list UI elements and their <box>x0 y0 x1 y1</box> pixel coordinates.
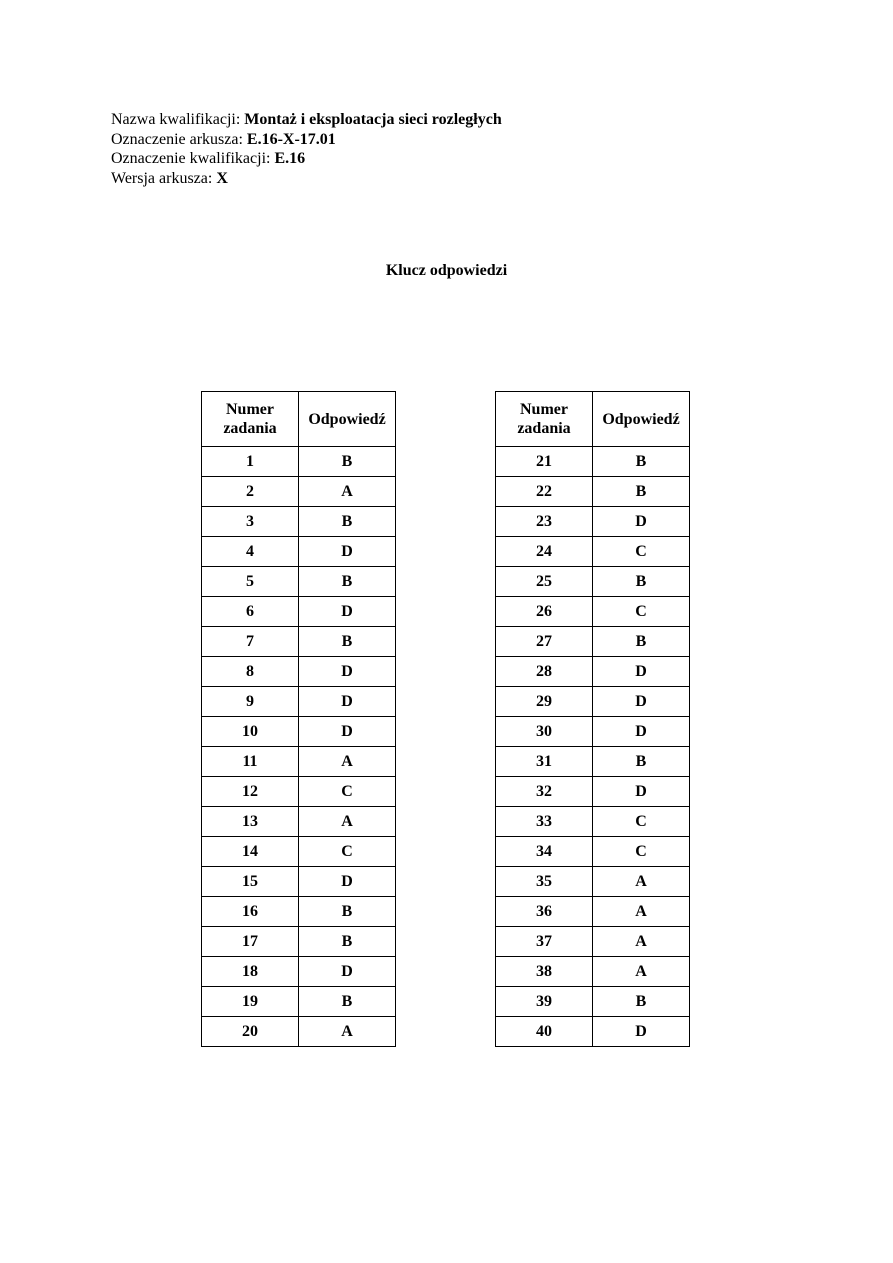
answer-letter: D <box>299 597 396 627</box>
column-header-number <box>202 392 299 447</box>
answer-letter: B <box>299 987 396 1017</box>
answer-letter: B <box>593 567 690 597</box>
question-number: 3 <box>202 507 299 537</box>
answer-rows-right <box>496 447 690 1047</box>
question-number: 35 <box>496 867 593 897</box>
answer-letter: D <box>299 717 396 747</box>
question-number: 38 <box>496 957 593 987</box>
question-number: 18 <box>202 957 299 987</box>
question-number: 17 <box>202 927 299 957</box>
table-row <box>202 477 396 507</box>
table-row <box>496 747 690 777</box>
answer-letter: A <box>299 747 396 777</box>
sheet-code-value: E.16-X-17.01 <box>246 130 336 148</box>
table-row <box>496 1017 690 1047</box>
table-row <box>202 597 396 627</box>
question-number: 27 <box>496 627 593 657</box>
answer-letter: C <box>593 837 690 867</box>
question-number: 26 <box>496 597 593 627</box>
answer-rows-left <box>202 447 396 1047</box>
table-row <box>202 507 396 537</box>
qualification-name-value: Montaż i eksploatacja sieci rozległych <box>244 111 502 128</box>
question-number: 21 <box>496 447 593 477</box>
table-row <box>202 927 396 957</box>
column-header-answer: Odpowiedź <box>593 392 690 447</box>
answer-letter: C <box>593 537 690 567</box>
answer-letter: A <box>593 867 690 897</box>
version-value: X <box>216 169 228 187</box>
answer-letter: B <box>299 567 396 597</box>
question-number: 29 <box>496 687 593 717</box>
answer-letter: D <box>593 777 690 807</box>
table-row <box>202 657 396 687</box>
table-row <box>202 717 396 747</box>
qualification-name-row <box>111 110 502 130</box>
table-row <box>202 537 396 567</box>
question-number: 25 <box>496 567 593 597</box>
answer-table-left <box>201 391 396 1047</box>
answer-letter: D <box>593 657 690 687</box>
question-number: 36 <box>496 897 593 927</box>
answer-letter: D <box>593 507 690 537</box>
table-row <box>202 567 396 597</box>
question-number: 11 <box>202 747 299 777</box>
question-number: 7 <box>202 627 299 657</box>
table-row <box>496 627 690 657</box>
answer-letter: B <box>299 897 396 927</box>
answer-letter: A <box>593 927 690 957</box>
table-row <box>202 747 396 777</box>
qualification-name-label: Nazwa kwalifikacji: <box>111 111 245 128</box>
question-number: 15 <box>202 867 299 897</box>
column-header-number <box>496 392 593 447</box>
question-number: 8 <box>202 657 299 687</box>
table-row <box>496 537 690 567</box>
answer-letter: A <box>593 957 690 987</box>
table-row <box>496 657 690 687</box>
table-row <box>496 507 690 537</box>
question-number: 10 <box>202 717 299 747</box>
answer-letter: B <box>593 987 690 1017</box>
table-row <box>202 837 396 867</box>
question-number: 37 <box>496 927 593 957</box>
column-header-number-line1: Numer <box>226 401 274 418</box>
answer-letter: A <box>593 897 690 927</box>
document-header <box>111 110 502 188</box>
column-header-answer: Odpowiedź <box>299 392 396 447</box>
answer-letter: B <box>593 447 690 477</box>
question-number: 16 <box>202 897 299 927</box>
table-row <box>496 867 690 897</box>
column-header-number-line1: Numer <box>520 401 568 418</box>
answer-letter: D <box>299 867 396 897</box>
question-number: 34 <box>496 837 593 867</box>
answer-table-right <box>495 391 690 1047</box>
sheet-code-label: Oznaczenie arkusza: <box>111 130 247 148</box>
answer-letter: C <box>299 837 396 867</box>
table-row <box>202 897 396 927</box>
table-row <box>496 927 690 957</box>
table-row <box>202 687 396 717</box>
question-number: 9 <box>202 687 299 717</box>
answer-letter: B <box>593 477 690 507</box>
answer-letter: A <box>299 807 396 837</box>
version-label: Wersja arkusza: <box>111 169 217 187</box>
answer-letter: A <box>299 477 396 507</box>
table-row <box>202 987 396 1017</box>
table-row <box>202 447 396 477</box>
table-row <box>496 837 690 867</box>
column-header-number-line2: zadania <box>517 420 571 437</box>
table-row <box>496 447 690 477</box>
question-number: 5 <box>202 567 299 597</box>
page-title: Klucz odpowiedzi <box>385 262 508 279</box>
table-row <box>496 807 690 837</box>
answer-letter: B <box>299 507 396 537</box>
question-number: 39 <box>496 987 593 1017</box>
table-row <box>496 687 690 717</box>
table-row <box>496 597 690 627</box>
table-row <box>496 477 690 507</box>
question-number: 4 <box>202 537 299 567</box>
answer-letter: D <box>593 687 690 717</box>
answer-letter: C <box>299 777 396 807</box>
answer-letter: D <box>299 537 396 567</box>
answer-letter: A <box>299 1017 396 1047</box>
question-number: 13 <box>202 807 299 837</box>
table-row <box>202 867 396 897</box>
question-number: 24 <box>496 537 593 567</box>
question-number: 2 <box>202 477 299 507</box>
answer-letter: D <box>299 957 396 987</box>
question-number: 1 <box>202 447 299 477</box>
table-row <box>496 987 690 1017</box>
question-number: 20 <box>202 1017 299 1047</box>
question-number: 14 <box>202 837 299 867</box>
answer-letter: B <box>299 447 396 477</box>
question-number: 19 <box>202 987 299 1017</box>
sheet-code-row <box>111 130 502 150</box>
question-number: 22 <box>496 477 593 507</box>
answer-letter: D <box>593 1017 690 1047</box>
question-number: 40 <box>496 1017 593 1047</box>
question-number: 33 <box>496 807 593 837</box>
answer-letter: C <box>593 597 690 627</box>
question-number: 12 <box>202 777 299 807</box>
column-header-number-line2: zadania <box>223 420 277 437</box>
table-row <box>202 807 396 837</box>
table-row <box>202 777 396 807</box>
answer-letter: D <box>593 717 690 747</box>
answer-letter: B <box>593 627 690 657</box>
table-row <box>202 1017 396 1047</box>
question-number: 32 <box>496 777 593 807</box>
question-number: 31 <box>496 747 593 777</box>
table-row <box>496 777 690 807</box>
answer-letter: D <box>299 687 396 717</box>
table-header-row <box>202 392 396 447</box>
table-row <box>496 567 690 597</box>
question-number: 28 <box>496 657 593 687</box>
table-row <box>496 897 690 927</box>
question-number: 6 <box>202 597 299 627</box>
answer-letter: C <box>593 807 690 837</box>
qualification-code-value: E.16 <box>274 150 306 167</box>
answer-letter: B <box>299 927 396 957</box>
table-header-row <box>496 392 690 447</box>
table-row <box>496 957 690 987</box>
table-row <box>202 957 396 987</box>
qualification-code-row <box>111 149 502 169</box>
version-row <box>111 169 502 189</box>
question-number: 30 <box>496 717 593 747</box>
answer-letter: B <box>593 747 690 777</box>
answer-letter: D <box>299 657 396 687</box>
table-row <box>496 717 690 747</box>
question-number: 23 <box>496 507 593 537</box>
table-row <box>202 627 396 657</box>
answer-letter: B <box>299 627 396 657</box>
qualification-code-label: Oznaczenie kwalifikacji: <box>111 150 275 167</box>
